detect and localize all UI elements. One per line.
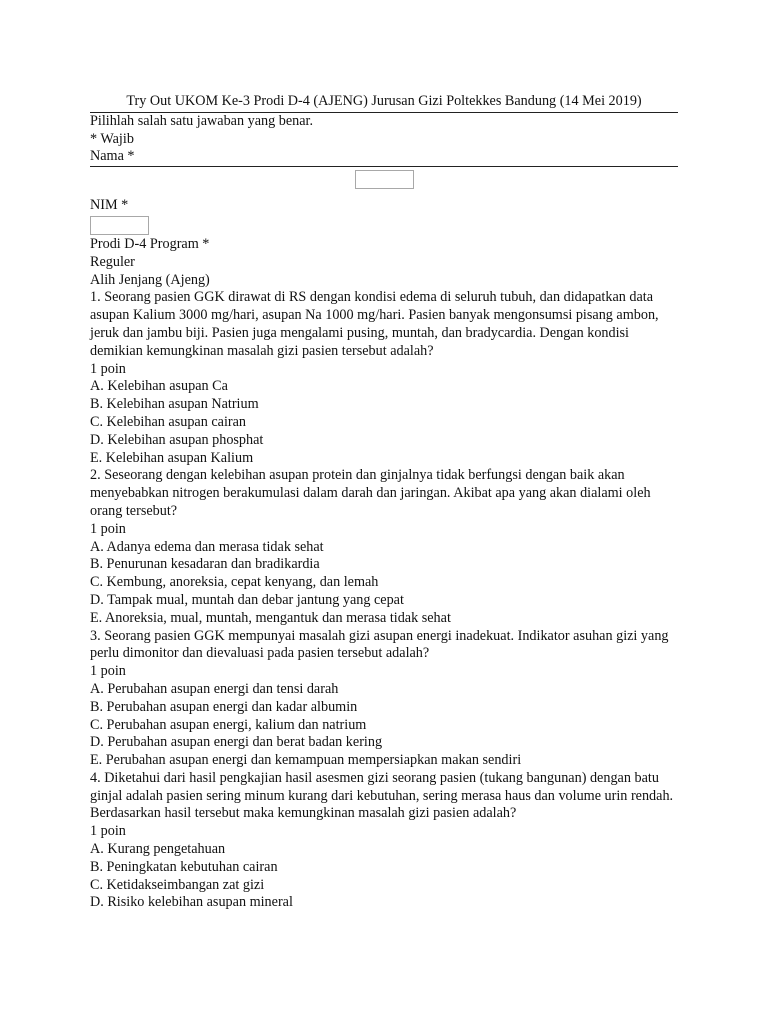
- question-text: 1. Seorang pasien GGK dirawat di RS dengan kondisi edema di seluruh tubuh, dan didapatkan data asupan Kalium 3000 mg/hari, asupan Na 1000 mg/hari. Pasien banyak mengonsumsi pisang ambon, jeruk dan jambu biji. Pasien juga mengalami pusing, muntah, dan bradycardia. Dengan kondisi demikian kemungkinan masalah gizi pasien tersebut adalah?: [90, 289, 659, 359]
- required-note: * Wajib: [90, 130, 134, 147]
- question-text: 2. Seseorang dengan kelebihan asupan protein dan ginjalnya tidak berfungsi dengan baik akan menyebabkan nitrogen berakumulasi dalam darah dan jaringan. Akibat apa yang akan dialami oleh orang tersebut?: [90, 467, 651, 519]
- nim-input[interactable]: [90, 216, 149, 235]
- nim-label: NIM *: [90, 197, 129, 214]
- instruction-text: Pilihlah salah satu jawaban yang benar.: [90, 112, 313, 129]
- question-2: [90, 467, 678, 627]
- answer-option[interactable]: E. Anoreksia, mual, muntah, mengantuk dan merasa tidak sehat: [90, 609, 451, 626]
- program-option-ajeng[interactable]: Alih Jenjang (Ajeng): [90, 271, 210, 288]
- answer-option[interactable]: D. Tampak mual, muntah dan debar jantung yang cepat: [90, 591, 404, 608]
- question-text: 4. Diketahui dari hasil pengkajian hasil asesmen gizi seorang pasien (tukang bangunan) dengan batu ginjal adalah pasien sering minum kurang dari kebutuhan, sering merasa haus dan volume urin rendah. Berdasarkan hasil tersebut maka kemungkinan masalah gizi pasien adalah?: [90, 769, 674, 822]
- name-label: Nama *: [90, 148, 678, 167]
- answer-option[interactable]: A. Perubahan asupan energi dan tensi darah: [90, 680, 339, 697]
- answer-option[interactable]: B. Perubahan asupan energi dan kadar albumin: [90, 698, 358, 715]
- answer-option[interactable]: D. Kelebihan asupan phosphat: [90, 431, 264, 448]
- answer-option[interactable]: A. Kurang pengetahuan: [90, 841, 226, 858]
- answer-option[interactable]: C. Kelebihan asupan cairan: [90, 413, 247, 430]
- answer-option[interactable]: C. Ketidakseimbangan zat gizi: [90, 876, 265, 893]
- question-text: 3. Seorang pasien GGK mempunyai masalah gizi asupan energi inadekuat. Indikator asuhan gizi yang perlu dimonitor dan dievaluasi pada pasien tersebut adalah?: [90, 627, 669, 662]
- question-points: 1 poin: [90, 823, 126, 840]
- question-points: 1 poin: [90, 663, 126, 680]
- spacer: [90, 189, 678, 197]
- question-points: 1 poin: [90, 360, 126, 377]
- answer-option[interactable]: D. Risiko kelebihan asupan mineral: [90, 894, 293, 911]
- question-1: [90, 289, 678, 467]
- question-points: 1 poin: [90, 520, 126, 537]
- program-label: Prodi D-4 Program *: [90, 235, 210, 252]
- answer-option[interactable]: B. Peningkatan kebutuhan cairan: [90, 858, 278, 875]
- answer-option[interactable]: A. Adanya edema dan merasa tidak sehat: [90, 538, 324, 555]
- answer-option[interactable]: C. Perubahan asupan energi, kalium dan natrium: [90, 716, 367, 733]
- document-title: Try Out UKOM Ke-3 Prodi D-4 (AJENG) Jurusan Gizi Poltekkes Bandung (14 Mei 2019): [90, 93, 678, 113]
- name-input[interactable]: [355, 170, 414, 189]
- quiz-document: [90, 93, 678, 912]
- answer-option[interactable]: A. Kelebihan asupan Ca: [90, 378, 228, 395]
- answer-option[interactable]: E. Perubahan asupan energi dan kemampuan mempersiapkan makan sendiri: [90, 752, 522, 769]
- question-4: [90, 770, 678, 912]
- answer-option[interactable]: E. Kelebihan asupan Kalium: [90, 449, 254, 466]
- answer-option[interactable]: C. Kembung, anoreksia, cepat kenyang, dan lemah: [90, 574, 379, 591]
- answer-option[interactable]: B. Kelebihan asupan Natrium: [90, 396, 259, 413]
- answer-option[interactable]: D. Perubahan asupan energi dan berat badan kering: [90, 734, 383, 751]
- question-3: [90, 628, 678, 770]
- answer-option[interactable]: B. Penurunan kesadaran dan bradikardia: [90, 556, 320, 573]
- program-option-reguler[interactable]: Reguler: [90, 253, 135, 270]
